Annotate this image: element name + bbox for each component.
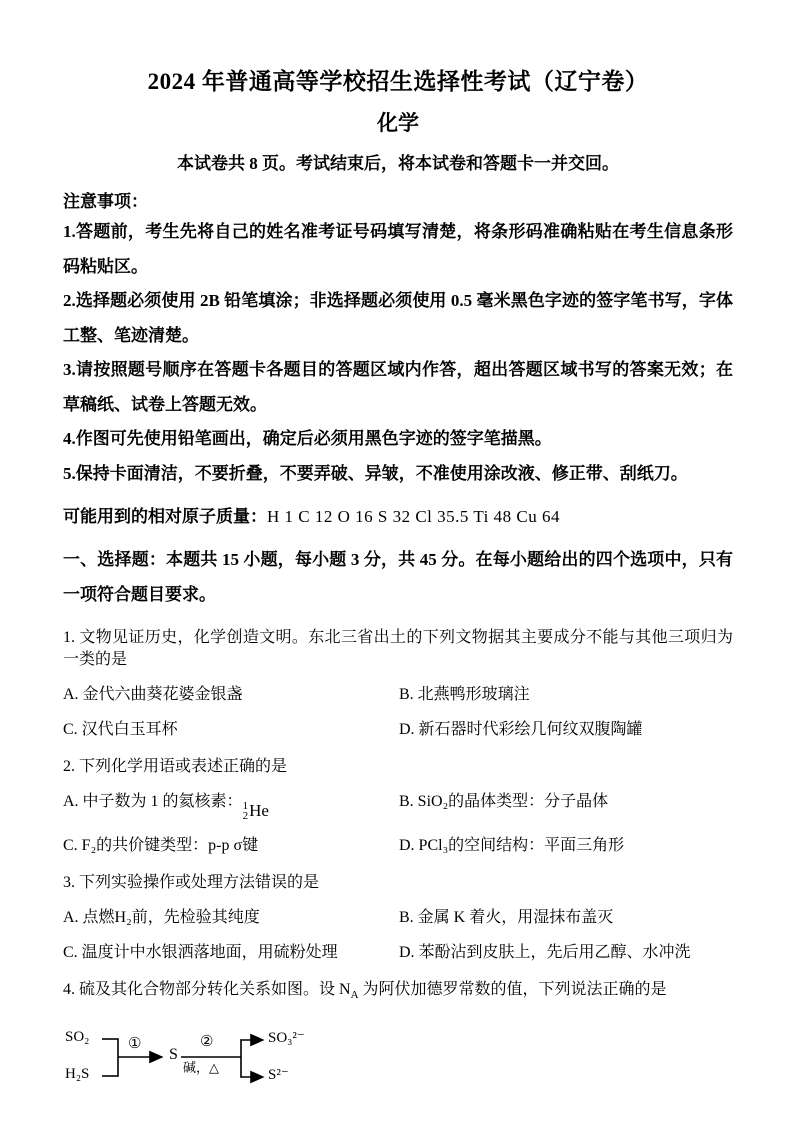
isotope-element-symbol: He bbox=[249, 801, 269, 820]
question-1 bbox=[63, 627, 733, 741]
section-heading: 一、选择题：本题共 15 小题，每小题 3 分，共 45 分。在每小题给出的四个选项中，只有一项符合题目要求。 bbox=[63, 550, 733, 604]
question-3 bbox=[63, 872, 733, 964]
question-4-stem-post: 为阿伏加德罗常数的值，下列说法正确的是 bbox=[358, 981, 667, 998]
question-2-options-row-2 bbox=[63, 835, 733, 857]
question-4 bbox=[63, 979, 733, 1098]
question-2-options-row-1 bbox=[63, 791, 733, 822]
atomic-mass-line bbox=[63, 505, 733, 529]
exam-notice: 本试卷共 8 页。考试结束后，将本试卷和答题卡一并交回。 bbox=[177, 154, 619, 173]
instruction-item-3: 3.请按照题号顺序在答题卡各题目的答题区域内作答，超出答题区域书写的答案无效；在草稿纸、试卷上答题无效。 bbox=[63, 360, 733, 414]
question-4-stem bbox=[63, 979, 733, 1006]
question-2-stem: 2. 下列化学用语或表述正确的是 bbox=[63, 758, 288, 775]
question-1-stem: 1. 文物见证历史，化学创造文明。东北三省出土的下列文物据其主要成分不能与其他三项归为一类的是 bbox=[63, 629, 733, 668]
question-4-stem-pre: 4. 硫及其化合物部分转化关系如图。设 N bbox=[63, 981, 351, 998]
page-title: 2024 年普通高等学校招生选择性考试（辽宁卷） bbox=[147, 69, 649, 94]
question-3-stem: 3. 下列实验操作或处理方法错误的是 bbox=[63, 874, 320, 891]
question-1-options-row-2 bbox=[63, 719, 733, 741]
instruction-item-5: 5.保持卡面清洁，不要折叠，不要弄破、异皱，不准使用涂改液、修正带、刮纸刀。 bbox=[63, 463, 688, 483]
instruction-item-4: 4.作图可先使用铅笔画出，确定后必须用黑色字迹的签字笔描黑。 bbox=[63, 429, 552, 448]
question-3-option-a: A. 点燃H₂前，先检验其纯度 bbox=[63, 909, 260, 926]
atomic-mass-label: 可能用到的相对原子质量： bbox=[63, 507, 267, 526]
diagram-species-sulfite: SO₃²⁻ bbox=[268, 1030, 305, 1047]
question-2-option-b: B. SiO₂的晶体类型：分子晶体 bbox=[399, 793, 609, 810]
question-2-option-c: C. F₂的共价键类型：p-p σ键 bbox=[63, 837, 259, 854]
question-3-option-b: B. 金属 K 着火，用湿抹布盖灭 bbox=[399, 909, 614, 926]
diagram-step-2-condition: 碱，△ bbox=[183, 1060, 219, 1076]
isotope-notation bbox=[243, 800, 269, 822]
question-1-option-a: A. 金代六曲葵花婆金银盏 bbox=[63, 686, 243, 703]
diagram-step-1-label: ① bbox=[128, 1036, 142, 1053]
question-2-option-d: D. PCl₃的空间结构：平面三角形 bbox=[399, 837, 625, 854]
question-2 bbox=[63, 756, 733, 857]
question-3-options-row-2 bbox=[63, 942, 733, 964]
subject-title: 化学 bbox=[377, 111, 419, 135]
avogadro-subscript: A bbox=[350, 989, 359, 1002]
question-1-options-row-1 bbox=[63, 684, 733, 706]
isotope-atomic-number: 2 bbox=[242, 810, 249, 822]
question-3-option-d: D. 苯酚沾到皮肤上，先后用乙醇、水冲洗 bbox=[399, 944, 691, 961]
sulfur-conversion-diagram bbox=[65, 1022, 315, 1098]
question-1-option-d: D. 新石器时代彩绘几何纹双腹陶罐 bbox=[399, 721, 643, 738]
question-2-option-a-text: A. 中子数为 1 的氦核素： bbox=[63, 793, 243, 810]
question-1-option-c: C. 汉代白玉耳杯 bbox=[63, 721, 178, 738]
atomic-mass-values: H 1 C 12 O 16 S 32 Cl 35.5 Ti 48 Cu 64 bbox=[267, 507, 560, 526]
instruction-item-1: 1.答题前，考生先将自己的姓名准考证号码填写清楚，将条形码准确粘贴在考生信息条形码粘贴区。 bbox=[63, 222, 733, 276]
diagram-species-so2: SO₂ bbox=[65, 1029, 90, 1046]
instruction-item-2: 2.选择题必须使用 2B 铅笔填涂；非选择题必须使用 0.5 毫米黑色字迹的签字笔书写，字体工整、笔迹清楚。 bbox=[63, 291, 733, 345]
isotope-mass-number: 1 bbox=[242, 800, 249, 812]
attention-heading: 注意事项： bbox=[63, 192, 148, 211]
question-2-option-a bbox=[63, 791, 399, 822]
question-3-option-c: C. 温度计中水银洒落地面，用硫粉处理 bbox=[63, 944, 338, 961]
diagram-step-2-label: ② bbox=[200, 1034, 214, 1051]
diagram-species-sulfide: S²⁻ bbox=[268, 1067, 289, 1084]
isotope-numbers bbox=[243, 801, 249, 821]
question-3-options-row-1 bbox=[63, 907, 733, 929]
diagram-species-h2s: H₂S bbox=[65, 1066, 90, 1083]
question-1-option-b: B. 北燕鸭形玻璃注 bbox=[399, 686, 530, 703]
diagram-species-s: S bbox=[169, 1046, 178, 1064]
